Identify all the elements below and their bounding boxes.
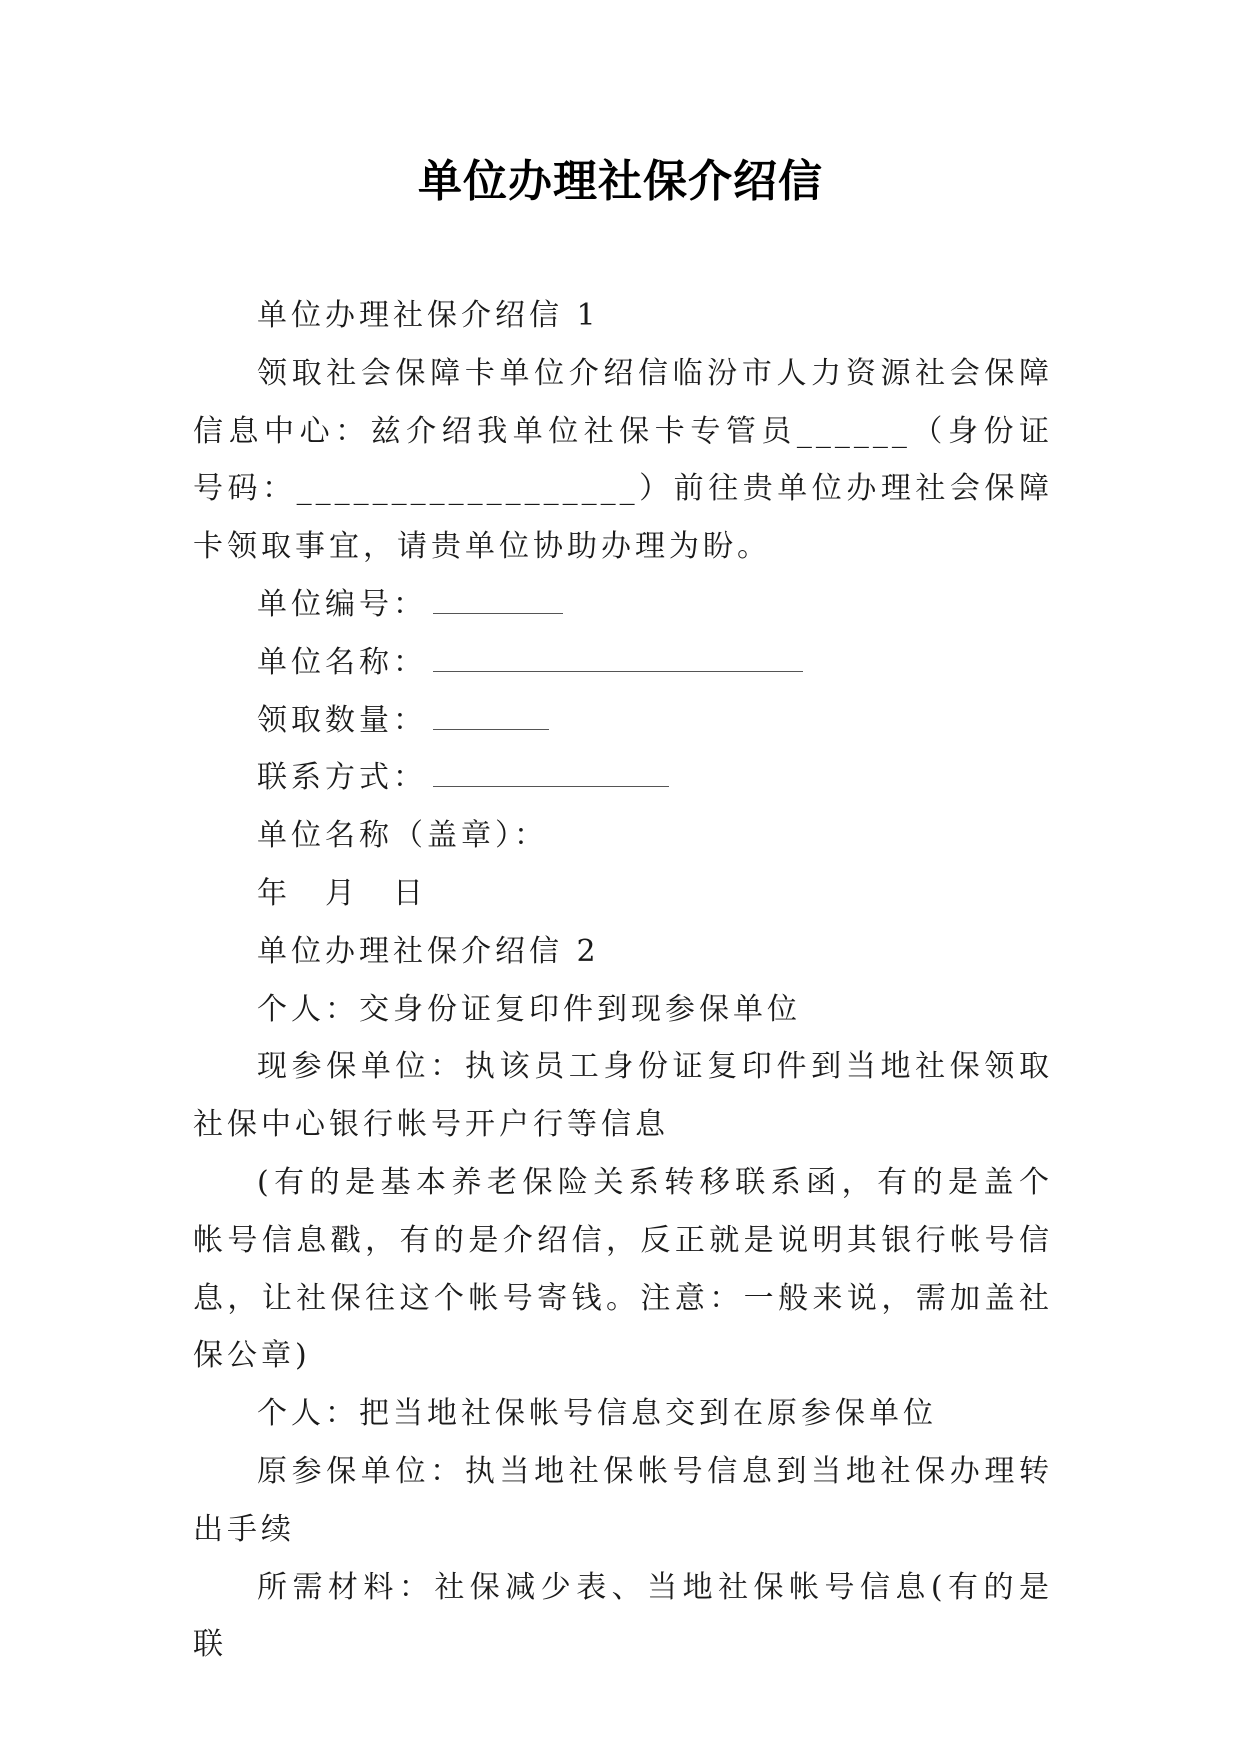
contact-field [193, 749, 1053, 807]
section2-heading: 单位办理社保介绍信 2 [257, 933, 600, 969]
quantity-blank [433, 703, 549, 730]
contact-blank [433, 760, 669, 787]
section2-paragraph-6: 所需材料：社保减少表、当地社保帐号信息(有的是联 [193, 1569, 1053, 1663]
section2-paragraph-2: 现参保单位：执该员工身份证复印件到当地社保领取社保中心银行帐号开户行等信息 [193, 1049, 1053, 1143]
section2-paragraph-3: (有的是基本养老保险关系转移联系函，有的是盖个帐号信息戳，有的是介绍信，反正就是说明其银行帐号信息，让社保往这个帐号寄钱。注意：一般来说，需加盖社保公章) [193, 1164, 1053, 1374]
contact-label: 联系方式： [257, 760, 427, 796]
unit-name-field [193, 634, 1053, 692]
unit-number-label: 单位编号： [257, 586, 427, 622]
unit-number-field [193, 576, 1053, 634]
document-body [193, 287, 1053, 1674]
unit-name-blank [433, 645, 803, 672]
section1-intro-paragraph: 领取社会保障卡单位介绍信临汾市人力资源社会保障信息中心：兹介绍我单位社保卡专管员______（身份证号码：__________________）前往贵单位办理社会保障卡领取事宜，请贵单位协助办理为盼。 [193, 355, 1053, 565]
quantity-label: 领取数量： [257, 702, 427, 738]
section2-paragraph-4: 个人：把当地社保帐号信息交到在原参保单位 [257, 1396, 937, 1432]
unit-name-label: 单位名称： [257, 644, 427, 680]
stamp-line: 单位名称（盖章）： [257, 818, 548, 854]
quantity-field [193, 692, 1053, 750]
date-line: 年 月 日 [257, 875, 427, 911]
unit-number-blank [433, 587, 563, 614]
section1-heading: 单位办理社保介绍信 1 [257, 298, 600, 333]
document-title: 单位办理社保介绍信 [418, 156, 823, 207]
section2-paragraph-1: 个人：交身份证复印件到现参保单位 [257, 991, 801, 1027]
section2-paragraph-5: 原参保单位：执当地社保帐号信息到当地社保办理转出手续 [193, 1453, 1053, 1547]
